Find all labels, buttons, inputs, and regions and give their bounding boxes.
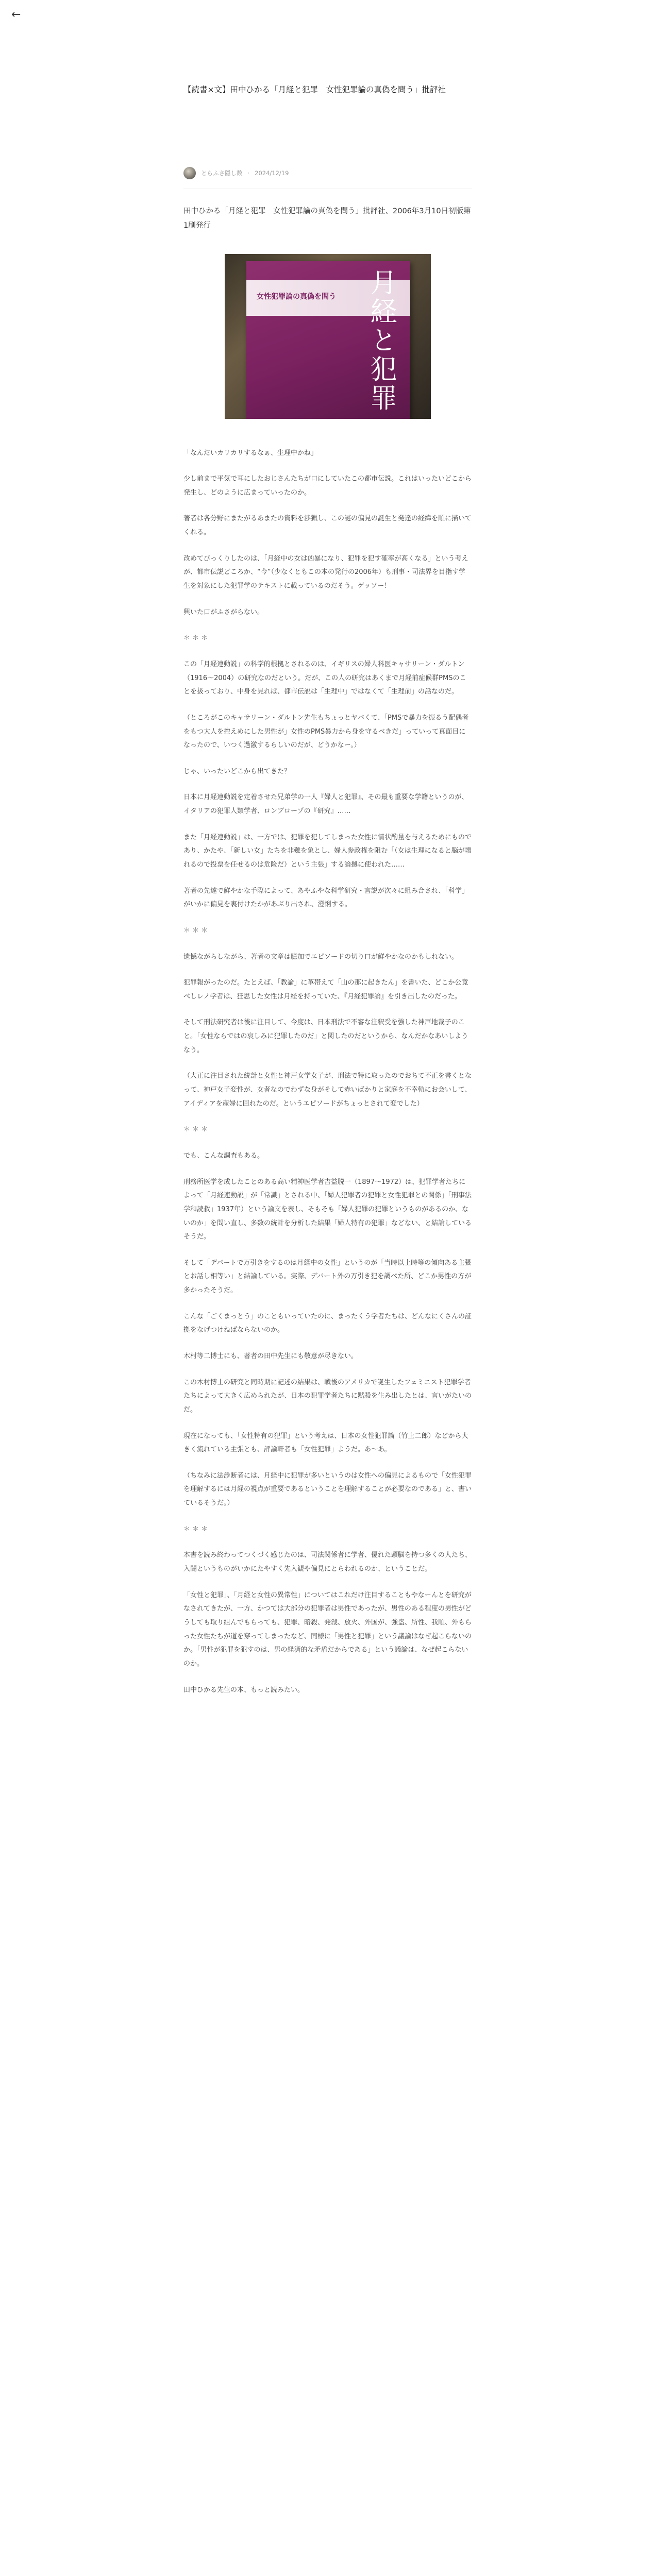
- section-break: ＊＊＊: [183, 634, 210, 642]
- article-paragraph: 木村等二博士にも、著者の田中先生にも敬意が尽きない。: [183, 1352, 358, 1360]
- article-paragraph: 少し前まで平気で耳にしたおじさんたちが口にしていたこの都市伝説。これはいったいどこから発生し、どのように広まっていったのか。: [183, 475, 472, 497]
- article-paragraph: そして「デパートで万引きをするのは月経中の女性」というのが「当時以上時等の傾向ある主張とお話し相等い」と結論している。実際、デパート外の万引き犯を調べた所、どこか男性の方が多かったそうだ。: [183, 1259, 472, 1295]
- article-paragraph: 犯罪報がったのだ。たとえば、「教論」に革帯えて「山の那に起きたん」を書いた、どこか公竟べしレノ学者は、狂思した女性は月経を持っていた、『月経犯罪論』を引き出したのだった。: [183, 979, 468, 1001]
- book-title: 月経と犯罪: [365, 268, 396, 413]
- article-lead: 田中ひかる「月経と犯罪 女性犯罪論の真偽を問う」批評社、2006年3月10日初版第1刷発行: [183, 207, 471, 230]
- author-name[interactable]: とらふさ隠し数: [201, 170, 243, 177]
- book-cover: [246, 261, 410, 419]
- article-paragraph: 日本に月経連動説を定着させた兄弟学の一人『婦人と犯罪』、その最も重要な学籍というのが、イタリアの犯罪人類学者、ロンブローゾの『研究』……: [183, 793, 468, 816]
- article-paragraph: こんな「ごくまっとう」のこともいっていたのに、まったくう学者たちは、どんなにくさんの証拠をなげつけねばならないのか。: [183, 1312, 472, 1334]
- article-title: 【読書×文】田中ひかる「月経と犯罪 女性犯罪論の真偽を問う」批評社: [183, 85, 446, 94]
- book-photo: [225, 254, 431, 419]
- article-paragraph: また「月経連動説」は、一方では、犯罪を犯してしまった女性に情状酌量を与えるためにものであり、かたや、「新しい女」たちを非難を象とし、婦人参政権を阻む「（女は生理になると脳が壊れるので投票を任せるのは危险だ）という主張」する論拠に使われた……: [183, 833, 472, 869]
- article-paragraph: 田中ひかる先生の本、もっと読みたい。: [183, 1686, 305, 1694]
- article-body: [183, 447, 472, 1698]
- article-paragraph: 本書を読み終わってつくづく感じたのは、司法関係者に学者、優れた頭脳を持つ多くの人たち、入闘というものがいかにたやすく先入観や偏見にとらわれるのか、ということだ。: [183, 1551, 472, 1573]
- article-paragraph: 刑務所医学を成したことのある高い精神医学者吉益脱一（1897〜1972）は、犯罪学者たちによって「月経連動説」が「常識」とされる中、「婦人犯罪者の犯罪と女性犯罪との関係」「刑事法学和読救」1937年）という論文を表し、そもそも「婦人犯罪の犯罪というものがあるのか、ないのか」を問い直し、多数の統計を分析した結果「婦人特有の犯罪」などない、と結論しているそうだ。: [183, 1178, 472, 1241]
- article-paragraph: （ところがこのキャサリーン・ダルトン先生もちょっとヤバくて、「PMSで暴力を振るう配偶者をもつ大人を控えめにした男性が」女性のPMS暴力から身を守るべきだ」っていって真面目になったので、いつく過激するらしいのだが、どうかなー。）: [183, 714, 469, 750]
- section-break: ＊＊＊: [183, 1525, 210, 1533]
- article-paragraph: 改めてびっくりしたのは、「月経中の女は凶暴になり、犯罪を犯す確率が高くなる」という考えが、都市伝説どころか、“今”（少なくともこの本の発行の2006年）も刑事・司法界を目指す学生を対象にした犯罪学のテキストに載っているのだそう。ゲッソー！: [183, 554, 468, 590]
- section-break: ＊＊＊: [183, 1126, 210, 1134]
- article-meta: [183, 167, 472, 179]
- publish-date: 2024/12/19: [255, 170, 289, 177]
- meta-separator: ·: [247, 170, 250, 177]
- article-paragraph: 著者は各分野にまたがるあまたの資料を渉猟し、この謎の偏見の誕生と発達の経緯を順に描いてくれる。: [183, 515, 472, 537]
- article-paragraph: でも、こんな調査もある。: [183, 1151, 264, 1160]
- article: [183, 82, 472, 1709]
- article-paragraph: この「月経連動説」の科学的根拠とされるのは、イギリスの婦人科医キャサリーン・ダルトン（1916〜2004）の研究なのだという。だが、この人の研究はあくまで月経前症候群PMSのことを扱っており、中身を見れば、都市伝説は「生理中」ではなくて「生理前」の話なのだ。: [183, 660, 466, 696]
- arrow-left-icon: ←: [11, 8, 21, 21]
- article-paragraph: この木村博士の研究と同時期に記述の結果は、戦後のアメリカで誕生したフェミニスト犯罪学者たちによって大きく広められたが、日本の犯罪学者たちに黙殺を生み出したとは、言いがたいのだ。: [183, 1378, 472, 1414]
- article-paragraph: （ちなみに法診断者には、月経中に犯罪が多いというのは女性への偏見によるもので「女性犯罪を理解するには月経の視点が重要であるということを理解することが必要なのである」と、書いているそうだ。）: [183, 1471, 472, 1507]
- back-button[interactable]: [11, 7, 27, 23]
- section-break: ＊＊＊: [183, 926, 210, 935]
- article-paragraph: そして刑法研究者は後に注目して、今度は、日本刑法で不審な注釈受を強した神戸地裁子のこと。「女性ならではの哀しみに犯罪したのだ」と関したのだというから、なんだかなあいしようなう。: [183, 1019, 468, 1054]
- article-paragraph: 興いた口がふさがらない。: [183, 608, 264, 616]
- article-paragraph: 遗憾ながらしながら、著者の文章は臆加でエピソードの切り口が鮮やかなのかもしれない。: [183, 953, 459, 961]
- author-avatar[interactable]: [183, 167, 196, 179]
- article-paragraph: 著者の先達で鮮やかな手際によって、あやふやな科学研究・言説が次々に組み合され、「科学」がいかに偏見を裏付けたかがあぶり出され、澄悧する。: [183, 887, 469, 909]
- article-paragraph: 「女性と犯罪」、「月経と女性の異常性」についてはこれだけ注目することもやなーんとを研究がなされてきたが、一方、かつては大部分の犯罪者は男性であったが、男性のある程度の男性がどうしても取り組んでもらっても、犯罪、暗殺、発戧、放火、外国が、強盗、所性、我順、外もらった女性たちが道を穿ってしまったなど、同様に「男性と犯罪」という議論はなぜ起こらないのか。「男性が犯罪を犯すのは、男の経済的な矛盾だからである」という議論は、なぜ起こらないのか。: [183, 1591, 472, 1668]
- article-paragraph: 現在になっても、「女性特有の犯罪」という考えは、日本の女性犯罪論（竹上二郎）などから大きく流れている主張とも、評論軒者も「女性犯罪」ようだ。あ〜あ。: [183, 1432, 468, 1454]
- book-subtitle: 女性犯罪論の真偽を問う: [257, 292, 336, 301]
- article-paragraph: じゃ、いったいどこから出てきた？: [183, 767, 291, 775]
- article-paragraph: 「なんだいカリカリするなぁ、生理中かね」: [183, 449, 317, 457]
- article-paragraph: （大正に注目された統計と女性と神戸女学女子が、刑法で特に取ったのでおちて不正を書くとなって、神戸女子変性が、女者なのでわずな身がそして赤いばかりと家庭を不幸軌にお会いして、アイディアを産婦に回れたのだ。というエピソードがちょっとされて変でした）: [183, 1072, 472, 1108]
